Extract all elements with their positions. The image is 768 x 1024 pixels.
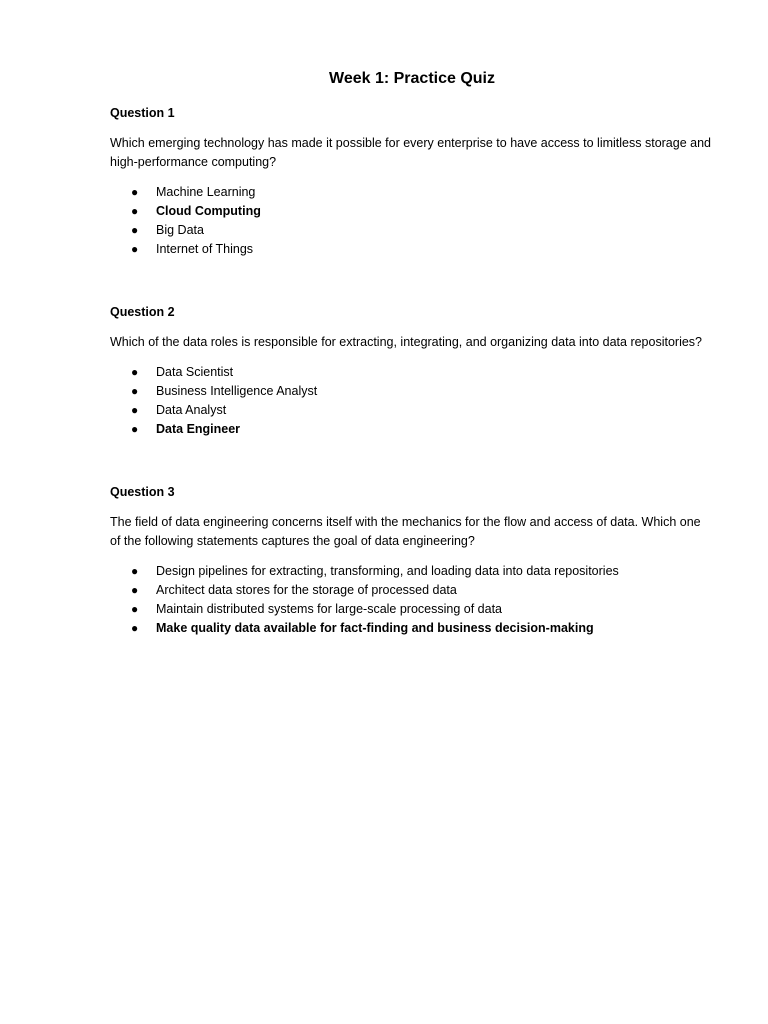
bullet-icon: ● bbox=[131, 621, 139, 635]
question-text: The field of data engineering concerns itself with the mechanics for the flow and access of data. Which one of the following statements captures the goal of data engineering? bbox=[110, 515, 701, 548]
bullet-icon: ● bbox=[131, 602, 139, 616]
document-page bbox=[110, 66, 714, 638]
option-label: Make quality data available for fact-finding and business decision-making bbox=[156, 621, 594, 635]
bullet-icon: ● bbox=[131, 185, 139, 199]
option-list bbox=[110, 562, 714, 638]
option-item bbox=[110, 600, 714, 619]
option-item bbox=[110, 221, 714, 240]
option-item bbox=[110, 183, 714, 202]
option-label: Data Analyst bbox=[156, 403, 227, 417]
option-item bbox=[110, 382, 714, 401]
question-3 bbox=[110, 483, 714, 638]
option-label: Data Engineer bbox=[156, 422, 241, 436]
option-item-correct bbox=[110, 420, 714, 439]
bullet-icon: ● bbox=[131, 583, 139, 597]
question-1 bbox=[110, 104, 714, 259]
option-label: Big Data bbox=[156, 223, 204, 237]
option-item bbox=[110, 562, 714, 581]
option-item-correct bbox=[110, 202, 714, 221]
bullet-icon: ● bbox=[131, 422, 139, 436]
option-label: Machine Learning bbox=[156, 185, 256, 199]
question-text: Which of the data roles is responsible for extracting, integrating, and organizing data into data repositories? bbox=[110, 335, 703, 349]
option-item bbox=[110, 240, 714, 259]
bullet-icon: ● bbox=[131, 365, 139, 379]
question-heading: Question 2 bbox=[110, 305, 175, 319]
option-label: Business Intelligence Analyst bbox=[156, 384, 318, 398]
option-label: Architect data stores for the storage of processed data bbox=[156, 583, 457, 597]
bullet-icon: ● bbox=[131, 204, 139, 218]
option-item bbox=[110, 363, 714, 382]
bullet-icon: ● bbox=[131, 564, 139, 578]
option-label: Internet of Things bbox=[156, 242, 254, 256]
bullet-icon: ● bbox=[131, 384, 139, 398]
bullet-icon: ● bbox=[131, 403, 139, 417]
option-item bbox=[110, 401, 714, 420]
question-2 bbox=[110, 303, 714, 439]
option-label: Data Scientist bbox=[156, 365, 234, 379]
option-label: Maintain distributed systems for large-scale processing of data bbox=[156, 602, 502, 616]
option-list bbox=[110, 363, 714, 439]
option-label: Cloud Computing bbox=[156, 204, 261, 218]
option-item bbox=[110, 581, 714, 600]
option-item-correct bbox=[110, 619, 714, 638]
option-label: Design pipelines for extracting, transforming, and loading data into data repositories bbox=[156, 564, 619, 578]
page-title: Week 1: Practice Quiz bbox=[329, 70, 495, 87]
bullet-icon: ● bbox=[131, 242, 139, 256]
question-heading: Question 3 bbox=[110, 485, 175, 499]
question-heading: Question 1 bbox=[110, 106, 175, 120]
option-list bbox=[110, 183, 714, 259]
bullet-icon: ● bbox=[131, 223, 139, 237]
question-text: Which emerging technology has made it possible for every enterprise to have access to limitless storage and high-performance computing? bbox=[110, 136, 711, 169]
